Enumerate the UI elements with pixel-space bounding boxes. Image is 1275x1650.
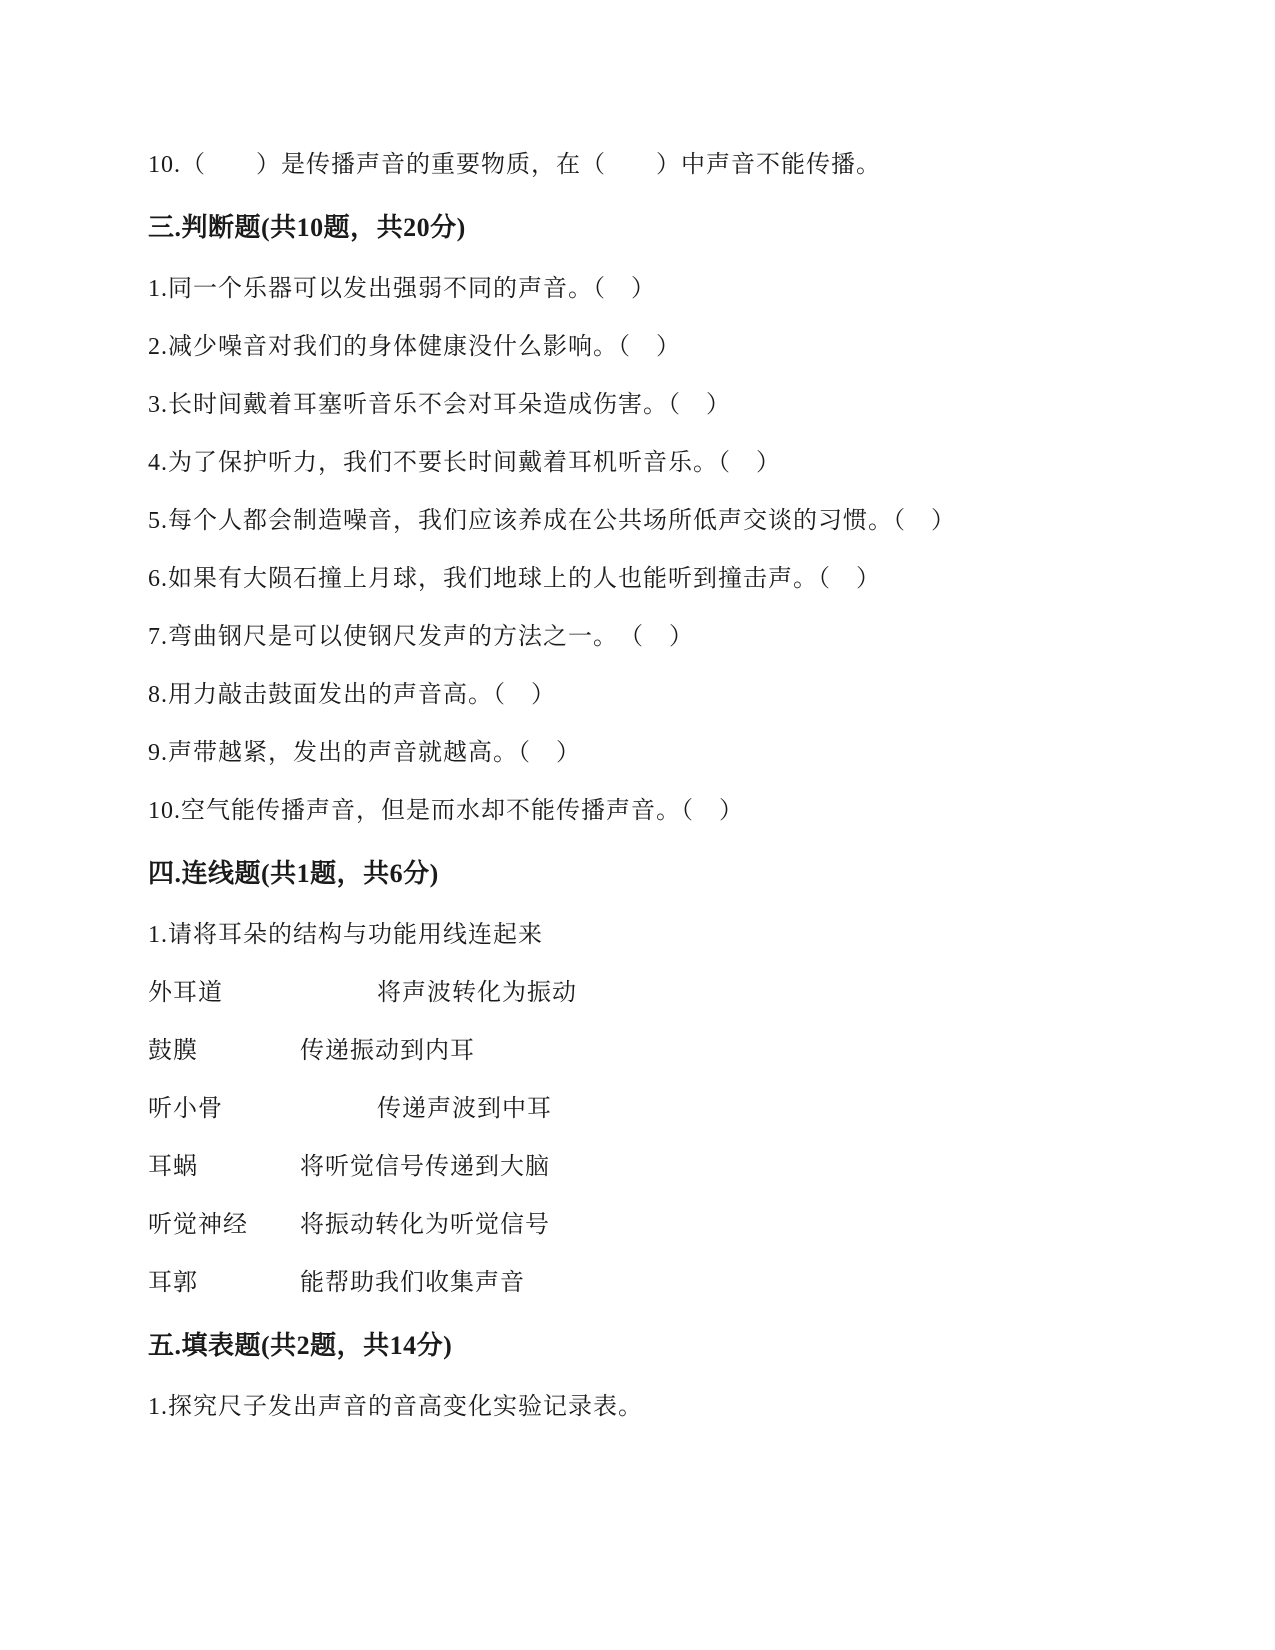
judge-question-3: 3.长时间戴着耳塞听音乐不会对耳朵造成伤害。（ ） — [148, 392, 731, 418]
match-left-label: 鼓膜 — [148, 1038, 198, 1064]
match-left-label: 听觉神经 — [148, 1212, 248, 1238]
judge-question-10: 10.空气能传播声音，但是而水却不能传播声音。（ ） — [148, 798, 744, 824]
match-left-label: 听小骨 — [148, 1096, 223, 1122]
match-left-label: 耳蜗 — [148, 1154, 198, 1180]
match-row — [148, 1208, 1195, 1242]
match-left-label: 外耳道 — [148, 980, 223, 1006]
match-left-label: 耳郭 — [148, 1270, 198, 1296]
section-heading-judge: 三.判断题(共10题，共20分) — [148, 213, 466, 242]
match-row — [148, 1266, 1195, 1300]
match-row — [148, 976, 1195, 1010]
judge-question-9: 9.声带越紧，发出的声音就越高。（ ） — [148, 740, 581, 766]
match-right-label: 将振动转化为听觉信号 — [300, 1212, 550, 1238]
match-right-label: 传递声波到中耳 — [377, 1096, 552, 1122]
match-right-label: 传递振动到内耳 — [300, 1038, 475, 1064]
judge-question-2: 2.减少噪音对我们的身体健康没什么影响。（ ） — [148, 334, 681, 360]
match-right-label: 将听觉信号传递到大脑 — [300, 1154, 550, 1180]
match-row — [148, 1034, 1195, 1068]
match-intro: 1.请将耳朵的结构与功能用线连起来 — [148, 922, 543, 948]
match-right-label: 能帮助我们收集声音 — [300, 1270, 525, 1296]
judge-question-8: 8.用力敲击鼓面发出的声音高。（ ） — [148, 682, 556, 708]
match-row — [148, 1150, 1195, 1184]
match-right-label: 将声波转化为振动 — [377, 980, 577, 1006]
match-row — [148, 1092, 1195, 1126]
judge-question-4: 4.为了保护听力，我们不要长时间戴着耳机听音乐。（ ） — [148, 450, 781, 476]
section-heading-match: 四.连线题(共1题，共6分) — [148, 859, 439, 888]
judge-question-7: 7.弯曲钢尺是可以使钢尺发声的方法之一。 （ ） — [148, 624, 694, 650]
fill-table-intro: 1.探究尺子发出声音的音高变化实验记录表。 — [148, 1394, 643, 1420]
judge-question-1: 1.同一个乐器可以发出强弱不同的声音。（ ） — [148, 276, 656, 302]
section-heading-fill-table: 五.填表题(共2题，共14分) — [148, 1331, 453, 1360]
fill-blank-question-10: 10.（ ）是传播声音的重要物质，在（ ）中声音不能传播。 — [148, 152, 881, 178]
judge-question-6: 6.如果有大陨石撞上月球，我们地球上的人也能听到撞击声。（ ） — [148, 566, 881, 592]
judge-question-5: 5.每个人都会制造噪音，我们应该养成在公共场所低声交谈的习惯。（ ） — [148, 508, 956, 534]
